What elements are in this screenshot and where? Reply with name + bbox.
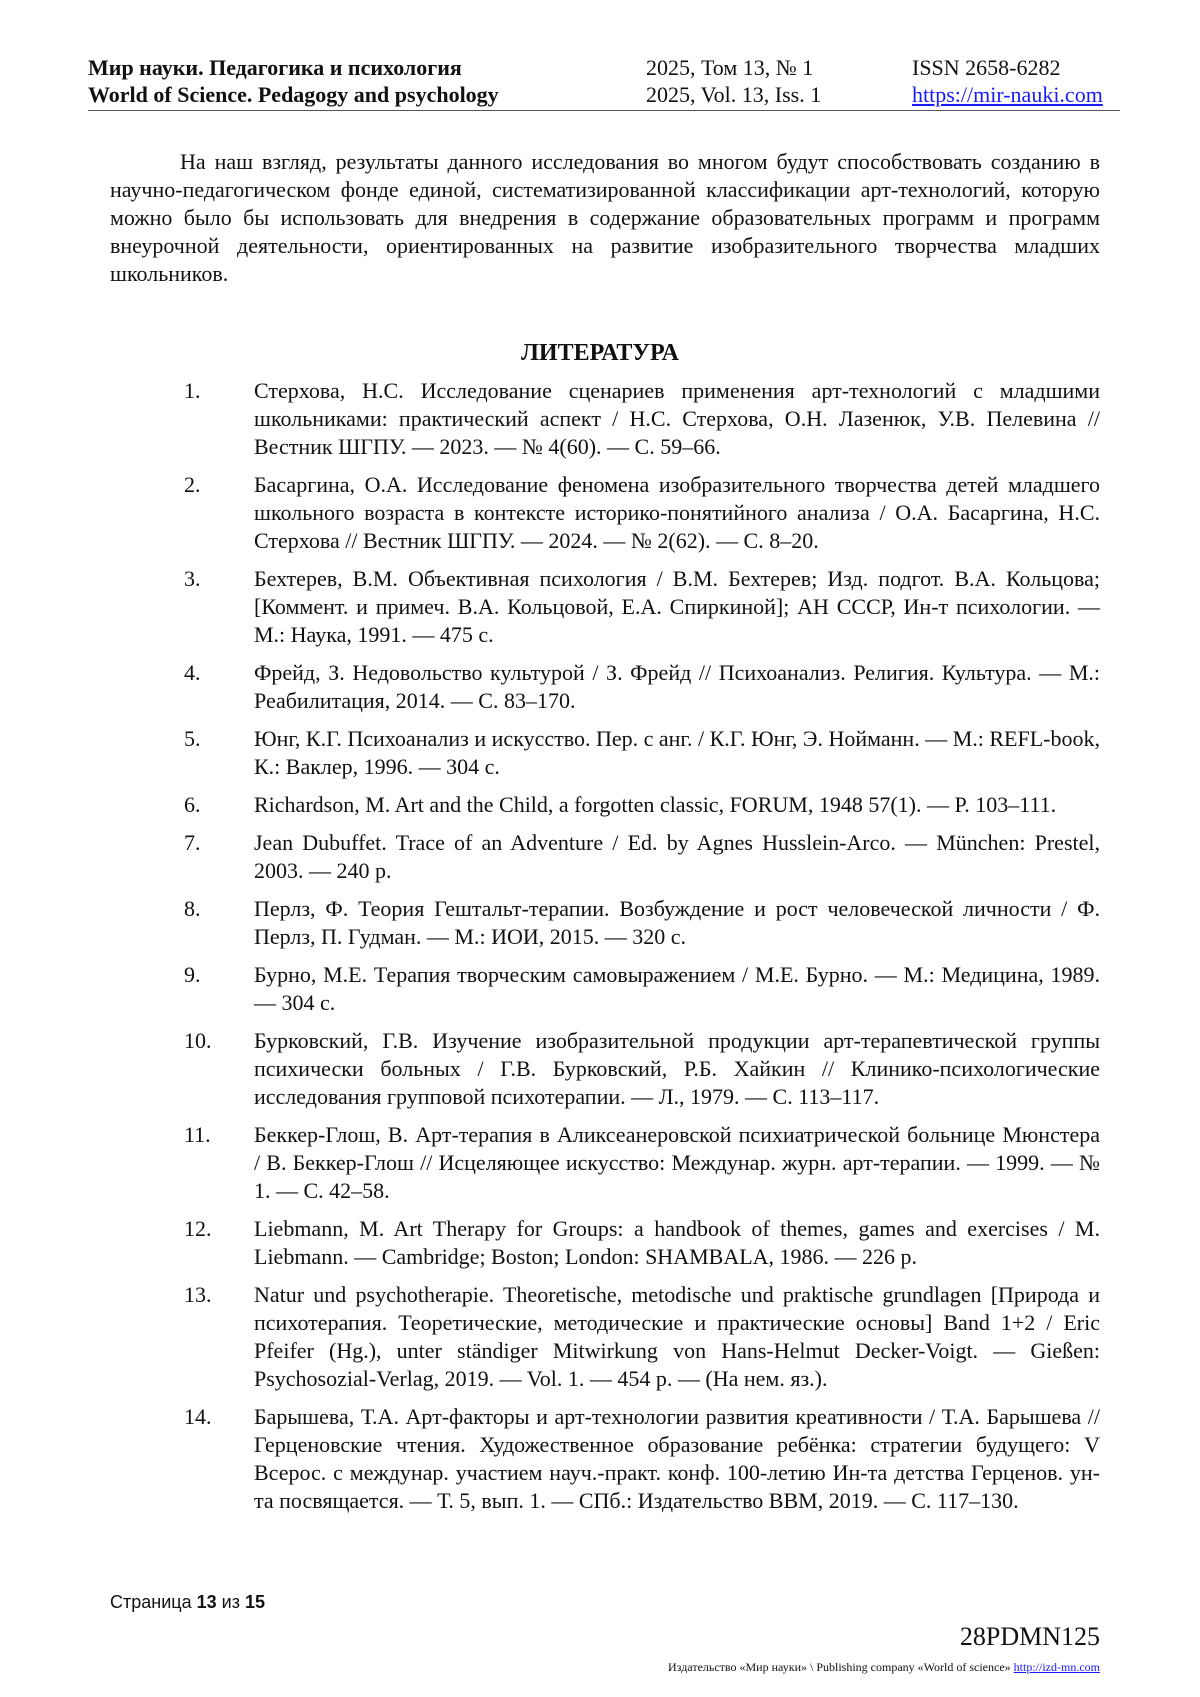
reference-item [110,791,1100,819]
body-paragraph: На наш взгляд, результаты данного исследования во многом будут способствовать созданию в научно-педагогическом фонде единой, систематизированной классификации арт-технологий, которую можно было бы использовать для внедрения в содержание образовательных программ и программ внеурочной деятельности, ориентированных на развитие изобразительного творчества младших школьников. [110,149,1100,286]
reference-item [110,895,1100,951]
journal-name-en: World of Science. Pedagogy and psychology [88,82,499,107]
reference-text: Liebmann, M. Art Therapy for Groups: a handbook of themes, games and exercises / M. Liebmann. — Cambridge; Boston; London: SHAMBALA, 1986. — 226 p. [254,1216,1100,1269]
reference-number: 5. [184,726,201,751]
reference-text: Richardson, M. Art and the Child, a forgotten classic, FORUM, 1948 57(1). — P. 103–111. [254,792,1057,817]
issn: ISSN 2658-6282 [912,55,1061,80]
references-list [110,377,1100,1525]
reference-number: 10. [184,1028,212,1053]
reference-text: Барышева, Т.А. Арт-факторы и арт-технологии развития креативности / Т.А. Барышева // Герценовские чтения. Художественное образование ребёнка: стратегии будущего: V Всерос. с междунар. участием науч.-практ. конф. 100-летию Ин-та детства Герценов. ун-та посвящается. — Т. 5, вып. 1. — СПб.: Издательство ВВМ, 2019. — С. 117–130. [254,1404,1100,1513]
reference-text: Беккер-Глош, В. Арт-терапия в Аликсеанеровской психиатрической больнице Мюнстера / В. Беккер-Глош // Исцеляющее искусство: Междунар. журн. арт-терапии. — 1999. — № 1. — С. 42–58. [254,1122,1100,1203]
publisher-text: Издательство «Мир науки» \ Publishing company «World of science» [668,1660,1011,1674]
reference-item [110,471,1100,555]
reference-item [110,829,1100,885]
page-total: 15 [244,1592,266,1612]
reference-text: Бурковский, Г.В. Изучение изобразительной продукции арт-терапевтической группы психически больных / Г.В. Бурковский, Р.Б. Хайкин // Клинико-психологические исследования групповой психотерапии. — Л., 1979. — С. 113–117. [254,1028,1100,1109]
publisher-line [668,1660,1100,1675]
journal-issue [646,54,821,108]
literature-title: ЛИТЕРАТУРА [521,340,679,366]
journal-ids [912,54,1103,108]
reference-item [110,1121,1100,1205]
article-code: 28PDMN125 [959,1622,1100,1651]
reference-text: Юнг, К.Г. Психоанализ и искусство. Пер. с анг. / К.Г. Юнг, Э. Нойманн. — М.: REFL-book, К.: Ваклер, 1996. — 304 с. [254,726,1100,779]
reference-number: 4. [184,660,201,685]
reference-number: 11. [184,1122,211,1147]
reference-number: 3. [184,566,201,591]
reference-number: 2. [184,472,201,497]
reference-text: Бехтерев, В.М. Объективная психология / В.М. Бехтерев; Изд. подгот. В.А. Кольцова; [Коммент. и примеч. В.А. Кольцовой, Е.А. Спиркиной]; АН СССР, Ин-т психологии. — М.: Наука, 1991. — 475 с. [254,566,1100,647]
reference-text: Стерхова, Н.С. Исследование сценариев применения арт-технологий с младшими школьниками: практический аспект / Н.С. Стерхова, О.Н. Лазенюк, У.В. Пелевина // Вестник ШГПУ. — 2023. — № 4(60). — С. 59–66. [254,378,1100,459]
reference-item [110,961,1100,1017]
reference-text: Natur und psychotherapie. Theoretische, metodische und praktische grundlagen [Природа и психотерапия. Теоретические, методические и практические основы] Band 1+2 / Eric Pfeifer (Hg.), unter ständiger Mitwirkung von Hans-Helmut Decker-Voigt. — Gießen: Psychosozial-Verlag, 2019. — Vol. 1. — 454 p. — (На нем. яз.). [254,1282,1100,1391]
reference-number: 12. [184,1216,212,1241]
reference-number: 9. [184,962,201,987]
reference-number: 1. [184,378,201,403]
journal-header [88,54,1120,111]
reference-item [110,725,1100,781]
journal-site-link[interactable]: https://mir-nauki.com [912,82,1103,107]
reference-number: 8. [184,896,201,921]
reference-number: 13. [184,1282,212,1307]
journal-name [88,54,499,108]
reference-number: 7. [184,830,201,855]
reference-item [110,1027,1100,1111]
issue-en: 2025, Vol. 13, Iss. 1 [646,82,822,107]
reference-text: Фрейд, З. Недовольство культурой / З. Фрейд // Психоанализ. Религия. Культура. — М.: Реабилитация, 2014. — С. 83–170. [254,660,1100,713]
reference-text: Перлз, Ф. Теория Гештальт-терапии. Возбуждение и рост человеческой личности / Ф. Перлз, П. Гудман. — М.: ИОИ, 2015. — 320 с. [254,896,1100,949]
reference-item [110,565,1100,649]
reference-number: 14. [184,1404,212,1429]
reference-item [110,1281,1100,1393]
reference-number: 6. [184,792,201,817]
issue-ru: 2025, Том 13, № 1 [646,55,814,80]
journal-name-ru: Мир науки. Педагогика и психология [88,55,462,80]
reference-item [110,659,1100,715]
page-current: 13 [196,1592,217,1612]
reference-text: Басаргина, О.А. Исследование феномена изобразительного творчества детей младшего школьного возраста в контексте историко-понятийного анализа / О.А. Басаргина, Н.С. Стерхова // Вестник ШГПУ. — 2024. — № 2(62). — С. 8–20. [254,472,1100,553]
reference-item [110,1215,1100,1271]
reference-item [110,377,1100,461]
reference-item [110,1403,1100,1515]
page-number: Страница 13 из 15 [110,1592,266,1612]
publisher-link[interactable]: http://izd-mn.com [1013,1660,1100,1674]
reference-text: Бурно, М.Е. Терапия творческим самовыражением / М.Е. Бурно. — М.: Медицина, 1989. — 304 с. [254,962,1100,1015]
reference-text: Jean Dubuffet. Trace of an Adventure / Ed. by Agnes Husslein-Arco. — München: Prestel, 2003. — 240 p. [254,830,1100,883]
